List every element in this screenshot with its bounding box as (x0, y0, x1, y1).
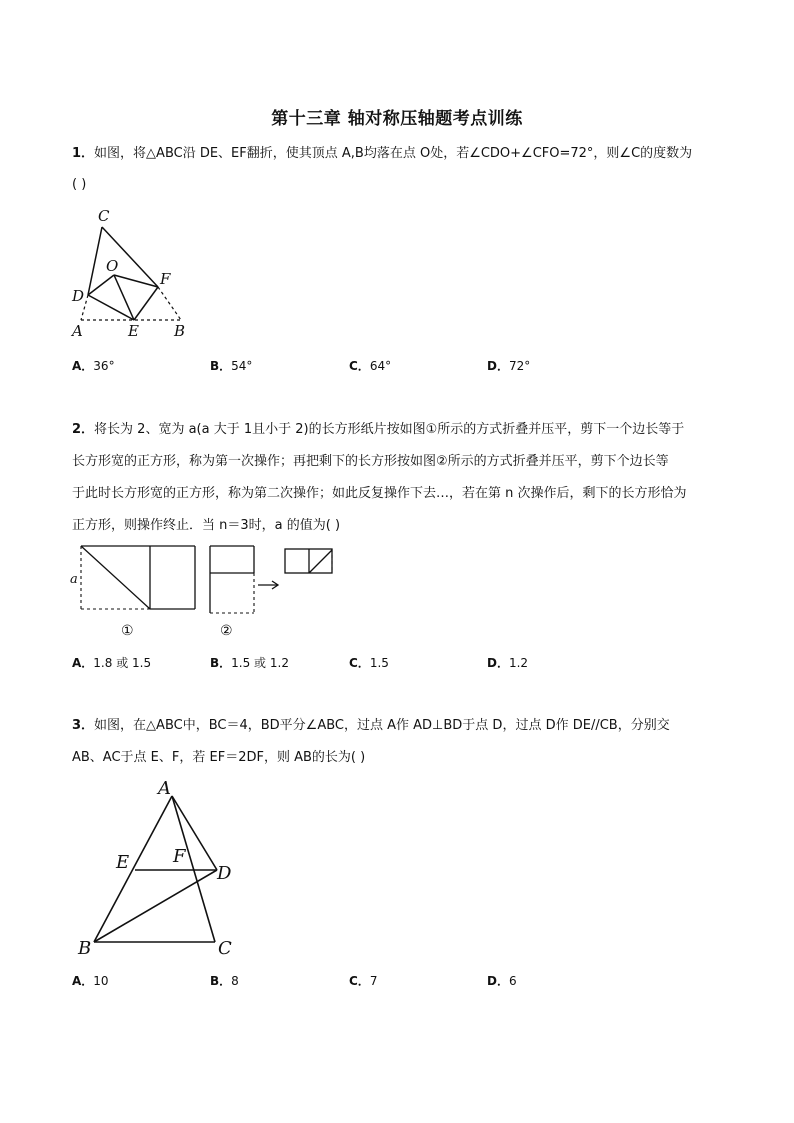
question-text: 如图，在△ABC中，BC＝4，BD平分∠ABC，过点 A作 AD⊥BD于点 D，过点 D作 DE//CB，分别交 (94, 718, 670, 733)
option-b[interactable]: B．1.5 或 1.2 (210, 656, 289, 670)
question-2-line-3 (72, 485, 732, 503)
option-c[interactable]: C．64° (349, 359, 392, 373)
label-b: B (174, 322, 186, 340)
question-number: 2． (72, 422, 95, 437)
edge-ac (172, 796, 215, 942)
option-a[interactable]: A．36° (72, 359, 115, 373)
answer-blank: ( ) (72, 177, 87, 192)
label-e: E (128, 322, 139, 340)
option-d[interactable]: D．72° (487, 359, 531, 373)
question-text: 长方形宽的正方形，称为第一次操作；再把剩下的长方形按如图②所示的方式折叠并压平，剪下个边长等 (72, 454, 669, 469)
question-2-line-2 (72, 453, 732, 471)
question-2-options (72, 654, 672, 672)
question-1-line-2 (72, 176, 732, 194)
page-title: 第十三章 轴对称压轴题考点训练 (271, 109, 523, 129)
question-2-figure (66, 540, 346, 640)
question-2-line-1 (72, 421, 732, 439)
label-a: A (72, 322, 83, 340)
question-text: 如图，将△ABC沿 DE、EF翻折，使其顶点 A,B均落在点 O处，若∠CDO+∠CFO=72°，则∠C的度数为 (94, 146, 693, 161)
question-1-options (72, 357, 672, 375)
edge-ab (94, 796, 172, 942)
label-a-width: a (70, 572, 78, 587)
option-c[interactable]: C．7 (349, 974, 378, 988)
label-c: C (98, 207, 110, 225)
question-number: 1． (72, 146, 95, 161)
question-text: 将长为 2、宽为 a(a 大于 1且小于 2)的长方形纸片按如图①所示的方式折叠并压平，剪下一个边长等于 (94, 422, 685, 437)
label-figure-2: ② (220, 623, 233, 639)
question-3-figure (72, 776, 242, 961)
question-text: AB、AC于点 E、F，若 EF＝2DF，则 AB的长为( ) (72, 750, 366, 765)
question-3-options (72, 972, 672, 990)
option-d[interactable]: D．6 (487, 974, 517, 988)
edge-ef (134, 287, 158, 320)
question-text: 于此时长方形宽的正方形，称为第二次操作；如此反复操作下去…，若在第 n 次操作后，剩下的长方形恰为 (72, 486, 687, 501)
option-d[interactable]: D．1.2 (487, 656, 529, 670)
label-d: D (217, 863, 232, 884)
label-a: A (158, 778, 171, 799)
edge-cd (88, 227, 102, 295)
option-c[interactable]: C．1.5 (349, 656, 389, 670)
label-e: E (116, 852, 130, 873)
label-c: C (218, 938, 232, 959)
label-d: D (72, 287, 85, 305)
edge-eo (114, 275, 134, 320)
label-f: F (160, 270, 171, 288)
dashed-fb (158, 287, 181, 320)
label-b: B (78, 938, 92, 959)
question-3-line-1 (72, 717, 732, 735)
label-figure-1: ① (121, 623, 134, 639)
question-3-line-2 (72, 749, 732, 767)
question-1-figure (66, 203, 196, 343)
question-number: 3． (72, 718, 95, 733)
option-b[interactable]: B．8 (210, 974, 239, 988)
label-f: F (173, 846, 186, 867)
option-b[interactable]: B．54° (210, 359, 253, 373)
question-1-line-1 (72, 145, 732, 163)
question-2-line-4 (72, 517, 732, 535)
label-o: O (106, 257, 119, 275)
option-a[interactable]: A．1.8 或 1.5 (72, 656, 152, 670)
edge-de (88, 295, 134, 320)
question-text: 正方形，则操作终止．当 n＝3时，a 的值为( ) (72, 518, 341, 533)
option-a[interactable]: A．10 (72, 974, 109, 988)
